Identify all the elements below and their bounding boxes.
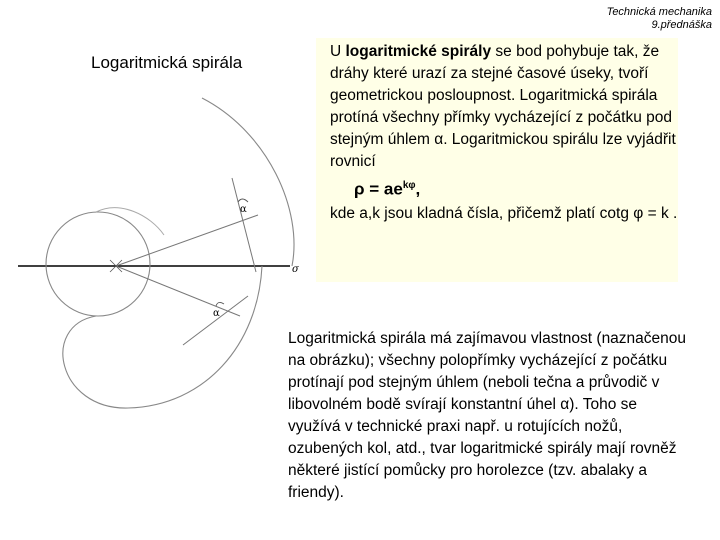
tangent-line-lower bbox=[183, 296, 248, 345]
inner-spiral-turn bbox=[46, 212, 150, 316]
radius-line-lower bbox=[116, 266, 240, 316]
spiral-formula: $\rho = ae^{k\varphi}$, bbox=[354, 179, 421, 199]
definition-paragraph: U logaritmické spirály se bod pohybuje tak, že dráhy které urazí za stejné časové úseky, tvoří geometrickou posloupnost. Logaritmická spirála protíná všechny přímky vycházející z počátku pod stejným úhlem α. Logaritmickou spirálu lze vyjádřit rovnicí bbox=[330, 43, 676, 170]
definition-box bbox=[316, 38, 678, 282]
lecture-number: 9.přednáška bbox=[651, 19, 712, 31]
radius-line-upper bbox=[116, 215, 258, 266]
course-name: Technická mechanika bbox=[606, 6, 712, 18]
axis-label: σ bbox=[292, 264, 299, 275]
property-paragraph: Logaritmická spirála má zajímavou vlastnost (naznačenou na obrázku); všechny polopřímky vycházející z počátku protínají pod stejným úhlem (neboli tečna a průvodič v libovolném bodě svírají konstantní úhel α). Toho se využívá v technické praxi např. u rotujících nožů, ozubených kol, atd., tvar logaritmické spirály mají rovněž některé jistící pomůcky pro horolezce (tzv. abalaky a friendy). bbox=[288, 330, 687, 501]
tangent-line-upper bbox=[232, 178, 256, 272]
angle-marker-upper bbox=[238, 199, 248, 202]
slide-title: Logaritmická spirála bbox=[91, 53, 243, 72]
angle-marker-lower bbox=[216, 302, 224, 306]
angle-label-lower: α bbox=[213, 308, 220, 319]
bold-term: logaritmické spirály bbox=[345, 43, 492, 60]
angle-label-upper: α bbox=[240, 204, 247, 215]
middle-spiral-arc bbox=[63, 266, 262, 408]
inner-spiral-arc bbox=[96, 208, 164, 235]
formula-definition: kde a,k jsou kladná čísla, přičemž platí cotg φ = k . bbox=[330, 204, 678, 222]
